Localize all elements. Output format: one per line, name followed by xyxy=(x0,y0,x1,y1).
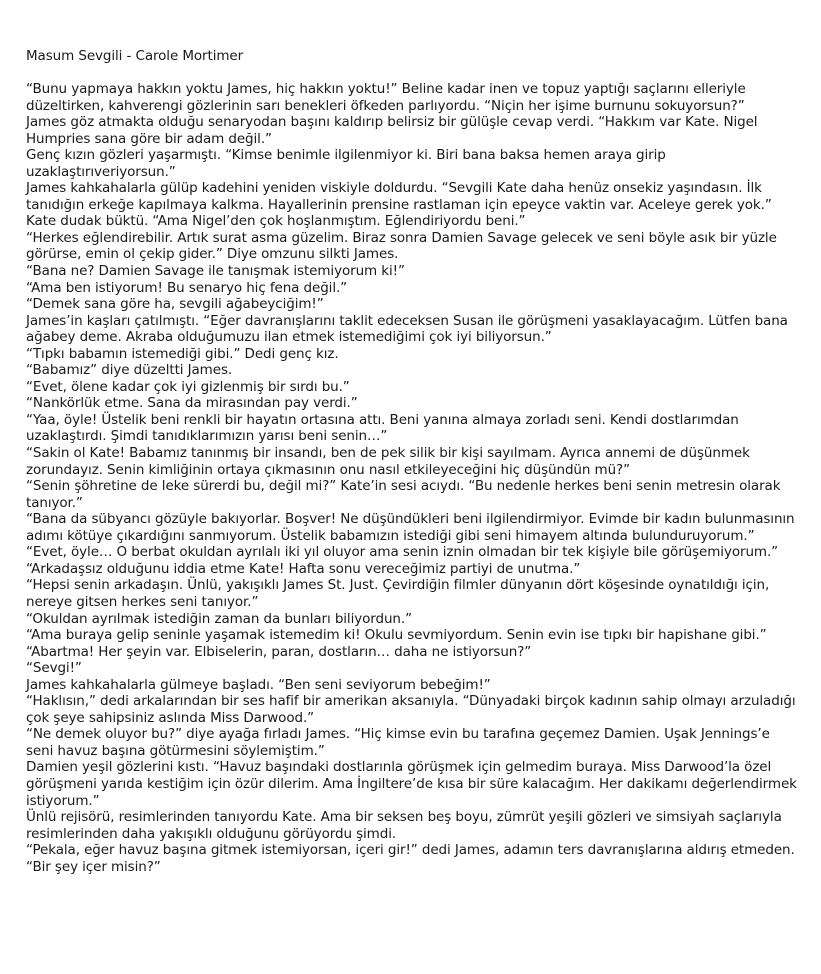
paragraph: “Nankörlük etme. Sana da mirasından pay verdi.” xyxy=(26,395,358,412)
paragraph: “Pekala, eğer havuz başına gitmek istemiyorsan, içeri gir!” dedi James, adamın ters davranışlarına aldırış etmeden. “Bir şey içer misin?” xyxy=(26,842,795,875)
paragraph: “Ne demek oluyor bu?” diye ayağa fırladı James. “Hiç kimse evin bu tarafına geçemez Damien. Uşak Jennings’e seni havuz başına götürmesini söylemiştim.” xyxy=(26,726,770,759)
paragraph: “Sakin ol Kate! Babamız tanınmış bir insandı, ben de pek silik bir kişi sayılmam. Ayrıca annemi de düşünmek zorundayız. Senin kimliğinin ortaya çıkmasının onu nasıl etkileyeceğini hiç düşündün mü?” xyxy=(26,445,750,478)
paragraph: “Sevgi!” xyxy=(26,660,82,677)
paragraph: “Ama ben istiyorum! Bu senaryo hiç fena değil.” xyxy=(26,279,348,296)
paragraph: “Babamız” diye düzeltti James. xyxy=(26,362,233,379)
document-title: Masum Sevgili - Carole Mortimer xyxy=(26,48,244,64)
paragraph: “Yaa, öyle! Üstelik beni renkli bir hayatın ortasına attı. Beni yanına almaya zorladı seni. Kendi dostlarımdan uzaklaştırdı. Şimdi tanıdıklarımızın yarısı beni senin…” xyxy=(26,411,739,445)
paragraph: “Herkes eğlendirebilir. Artık surat asma güzelim. Biraz sonra Damien Savage gelecek ve seni böyle asık bir yüzle görürse, emin ol çekip gider.” Diye omzunu silkti James. xyxy=(26,229,777,263)
paragraph: “Bunu yapmaya hakkın yoktu James, hiç hakkın yoktu!” Beline kadar inen ve topuz yaptığı saçlarını elleriyle düzeltirken, kahverengi gözlerinin sarı benekleri öfkeden parlıyordu. “Niçin her işime burnunu sokuyorsun?” xyxy=(26,81,746,114)
paragraph: James kahkahalarla gülüp kadehini yeniden viskiyle doldurdu. “Sevgili Kate daha henüz onsekiz yaşındasın. İlk tanıdığın erkeğe kapılmaya kalkma. Hayallerinin prensine rastlaman için epeyce vaktin var. Aceleye gerek yok.” xyxy=(26,180,772,213)
paragraph: Ünlü rejisörü, resimlerinden tanıyordu Kate. Ama bir seksen beş boyu, zümrüt yeşili gözleri ve simsiyah saçlarıyla resimlerinden daha yakışıklı olduğunu görüyordu şimdi. xyxy=(26,809,782,842)
document-page xyxy=(26,48,798,875)
paragraph: “Demek sana göre ha, sevgili ağabeyciğim!” xyxy=(26,296,324,313)
paragraph: “Bana da sübyancı gözüyle bakıyorlar. Boşver! Ne düşündükleri beni ilgilendirmiyor. Evimde bir kadın bulunmasının adımı kötüye çıkardığını sanmıyorum. Üstelik babamızın istediği gibi seni himayem altında bulunduruyorum.” xyxy=(26,511,795,544)
paragraph: “Bana ne? Damien Savage ile tanışmak istemiyorum ki!” xyxy=(26,263,405,280)
paragraph: “Senin şöhretine de leke sürerdi bu, değil mi?” Kate’in sesi acıydı. “Bu nedenle herkes beni senin metresin olarak tanıyor.” xyxy=(26,478,781,511)
document-body xyxy=(26,81,798,875)
paragraph: “Ama buraya gelip seninle yaşamak istemedim ki! Okulu sevmiyordum. Senin evin ise tıpkı bir hapishane gibi.” xyxy=(26,627,767,644)
paragraph: “Arkadaşsız olduğunu iddia etme Kate! Hafta sonu vereceğimiz partiyi de unutma.” xyxy=(26,560,581,577)
paragraph: “Hepsi senin arkadaşın. Ünlü, yakışıklı James St. Just. Çevirdiğin filmler dünyanın dört köşesinde oynatıldığı için, nereye gitsen herkes seni tanıyor.” xyxy=(26,577,770,610)
paragraph: James göz atmakta olduğu senaryodan başını kaldırıp belirsiz bir gülüşle cevap verdi. “Hakkım var Kate. Nigel Humpries sana göre bir adam değil.” xyxy=(26,114,758,147)
paragraph: “Haklısın,” dedi arkalarından bir ses hafif bir amerikan aksanıyla. “Dünyadaki birçok kadının sahip olmayı arzuladığı çok şeye sahipsiniz aslında Miss Darwood.” xyxy=(26,693,796,726)
paragraph: James kahkahalarla gülmeye başladı. “Ben seni seviyorum bebeğim!” xyxy=(26,676,491,693)
paragraph: “Tıpkı babamın istemediği gibi.” Dedi genç kız. xyxy=(26,345,339,362)
paragraph: “Okuldan ayrılmak istediğin zaman da bunları biliyordun.” xyxy=(26,610,412,627)
paragraph: Damien yeşil gözlerini kıstı. “Havuz başındaki dostlarınla görüşmek için gelmedim buraya. Miss Darwood’la özel görüşmeni yarıda kestiğim için özür dilerim. Ama İngiltere’de kısa bir süre kalacağım. Her dakikamı değerlendirmek istiyorum.” xyxy=(26,759,797,809)
paragraph: “Evet, öyle… O berbat okuldan ayrılalı iki yıl oluyor ama senin iznin olmadan bir tek kişiyle bile görüşemiyorum.” xyxy=(26,544,779,561)
paragraph: Genç kızın gözleri yaşarmıştı. “Kimse benimle ilgilenmiyor ki. Biri bana baksa hemen araya girip uzaklaştırıveriyorsun.” xyxy=(26,147,666,180)
paragraph: “Evet, ölene kadar çok iyi gizlenmiş bir sırdı bu.” xyxy=(26,378,350,395)
paragraph: Kate dudak büktü. “Ama Nigel’den çok hoşlanmıştım. Eğlendiriyordu beni.” xyxy=(26,213,526,230)
paragraph: “Abartma! Her şeyin var. Elbiselerin, paran, dostların… daha ne istiyorsun?” xyxy=(26,643,532,660)
paragraph: James’in kaşları çatılmıştı. “Eğer davranışlarını taklit edeceksen Susan ile görüşmeni yasaklayacağım. Lütfen bana ağabey deme. Akraba olduğumuzu ilan etmek istemediğimi çok iyi biliyorsun.” xyxy=(26,312,788,346)
